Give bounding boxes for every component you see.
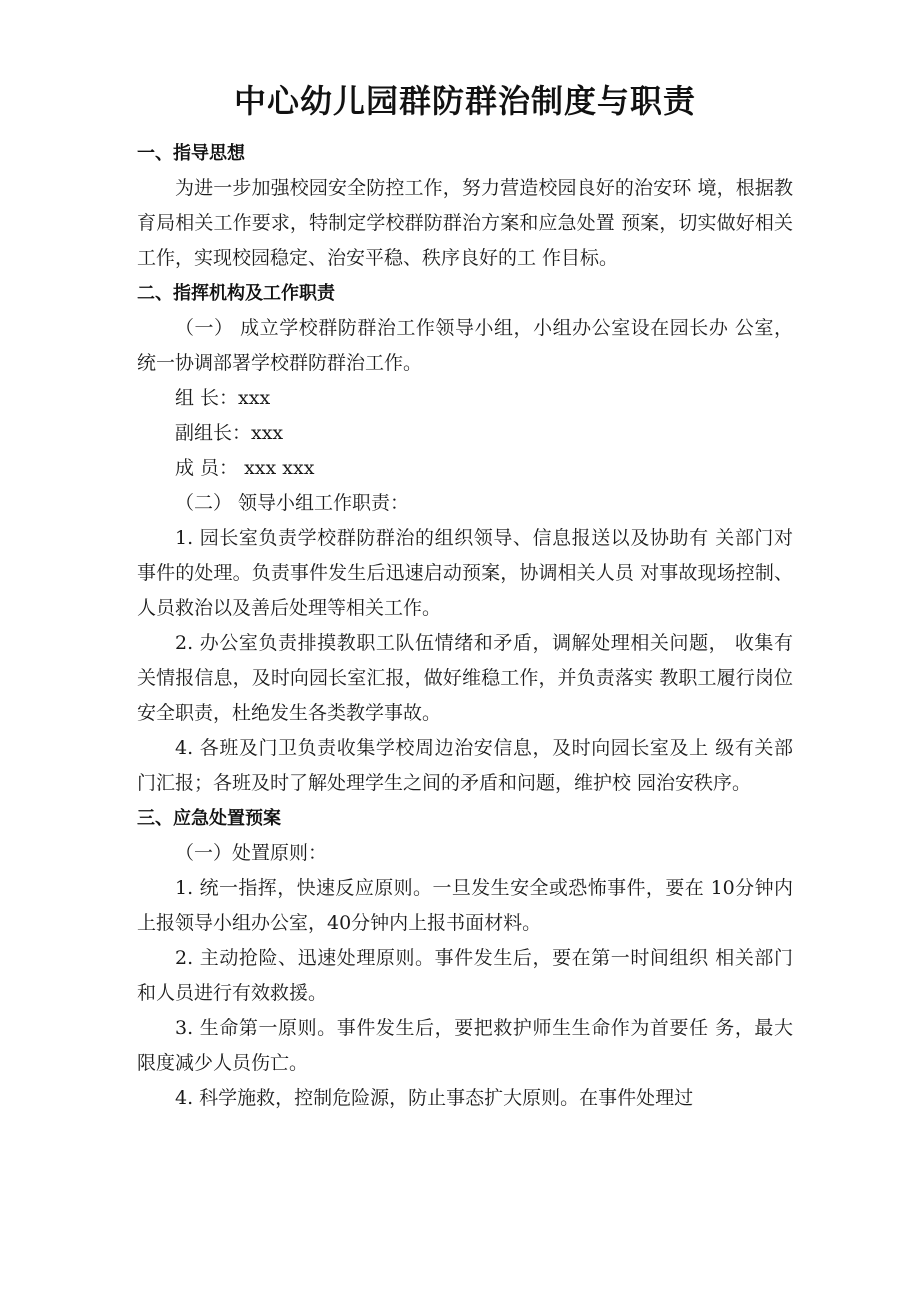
principle-item-1: 1. 统一指挥，快速反应原则。一旦发生安全或恐怖事件，要在 10分钟内上报领导小组办公室，40分钟内上报书面材料。 [137, 877, 793, 934]
role-members: 成 员： xxx xxx [175, 457, 315, 479]
paragraph-guiding-thought: 为进一步加强校园安全防控工作，努力营造校园良好的治安环 境，根据教育局相关工作要求，特制定学校群防群治方案和应急处置 预案，切实做好相关工作，实现校园稳定、治安平稳、秩序良好的工 作目标。 [137, 177, 793, 269]
paragraph-leadership-group: （一） 成立学校群防群治工作领导小组，小组办公室设在园长办 公室，统一协调部署学校群防群治工作。 [137, 317, 793, 374]
document-title: 中心幼儿园群防群治制度与职责 [233, 82, 696, 120]
duty-item-2: 2. 办公室负责排摸教职工队伍情绪和矛盾，调解处理相关问题， 收集有关情报信息，及时向园长室汇报，做好维稳工作，并负责落实 教职工履行岗位安全职责，杜绝发生各类教学事故。 [137, 632, 793, 724]
section-heading-guiding-thought: 一、指导思想 [137, 143, 245, 164]
principle-item-2: 2. 主动抢险、迅速处理原则。事件发生后，要在第一时间组织 相关部门和人员进行有效救援。 [137, 947, 793, 1004]
section-heading-emergency-plan: 三、应急处置预案 [137, 808, 281, 829]
subheading-group-duties: （二） 领导小组工作职责： [175, 492, 410, 514]
duty-item-1: 1. 园长室负责学校群防群治的组织领导、信息报送以及协助有 关部门对事件的处理。负责事件发生后迅速启动预案，协调相关人员 对事故现场控制、人员救治以及善后处理等相关工作。 [137, 527, 793, 619]
role-deputy-leader: 副组长：xxx [175, 422, 284, 444]
document-page [137, 78, 793, 1116]
subheading-principles: （一）处置原则： [175, 842, 328, 864]
principle-item-3: 3. 生命第一原则。事件发生后，要把救护师生生命作为首要任 务，最大限度减少人员伤亡。 [137, 1017, 793, 1074]
role-leader: 组 长：xxx [175, 387, 271, 409]
duty-item-4: 4. 各班及门卫负责收集学校周边治安信息，及时向园长室及上 级有关部门汇报；各班及时了解处理学生之间的矛盾和问题，维护校 园治安秩序。 [137, 737, 793, 794]
section-heading-command-structure: 二、指挥机构及工作职责 [137, 283, 335, 304]
principle-item-4: 4. 科学施救，控制危险源，防止事态扩大原则。在事件处理过 [175, 1087, 694, 1109]
